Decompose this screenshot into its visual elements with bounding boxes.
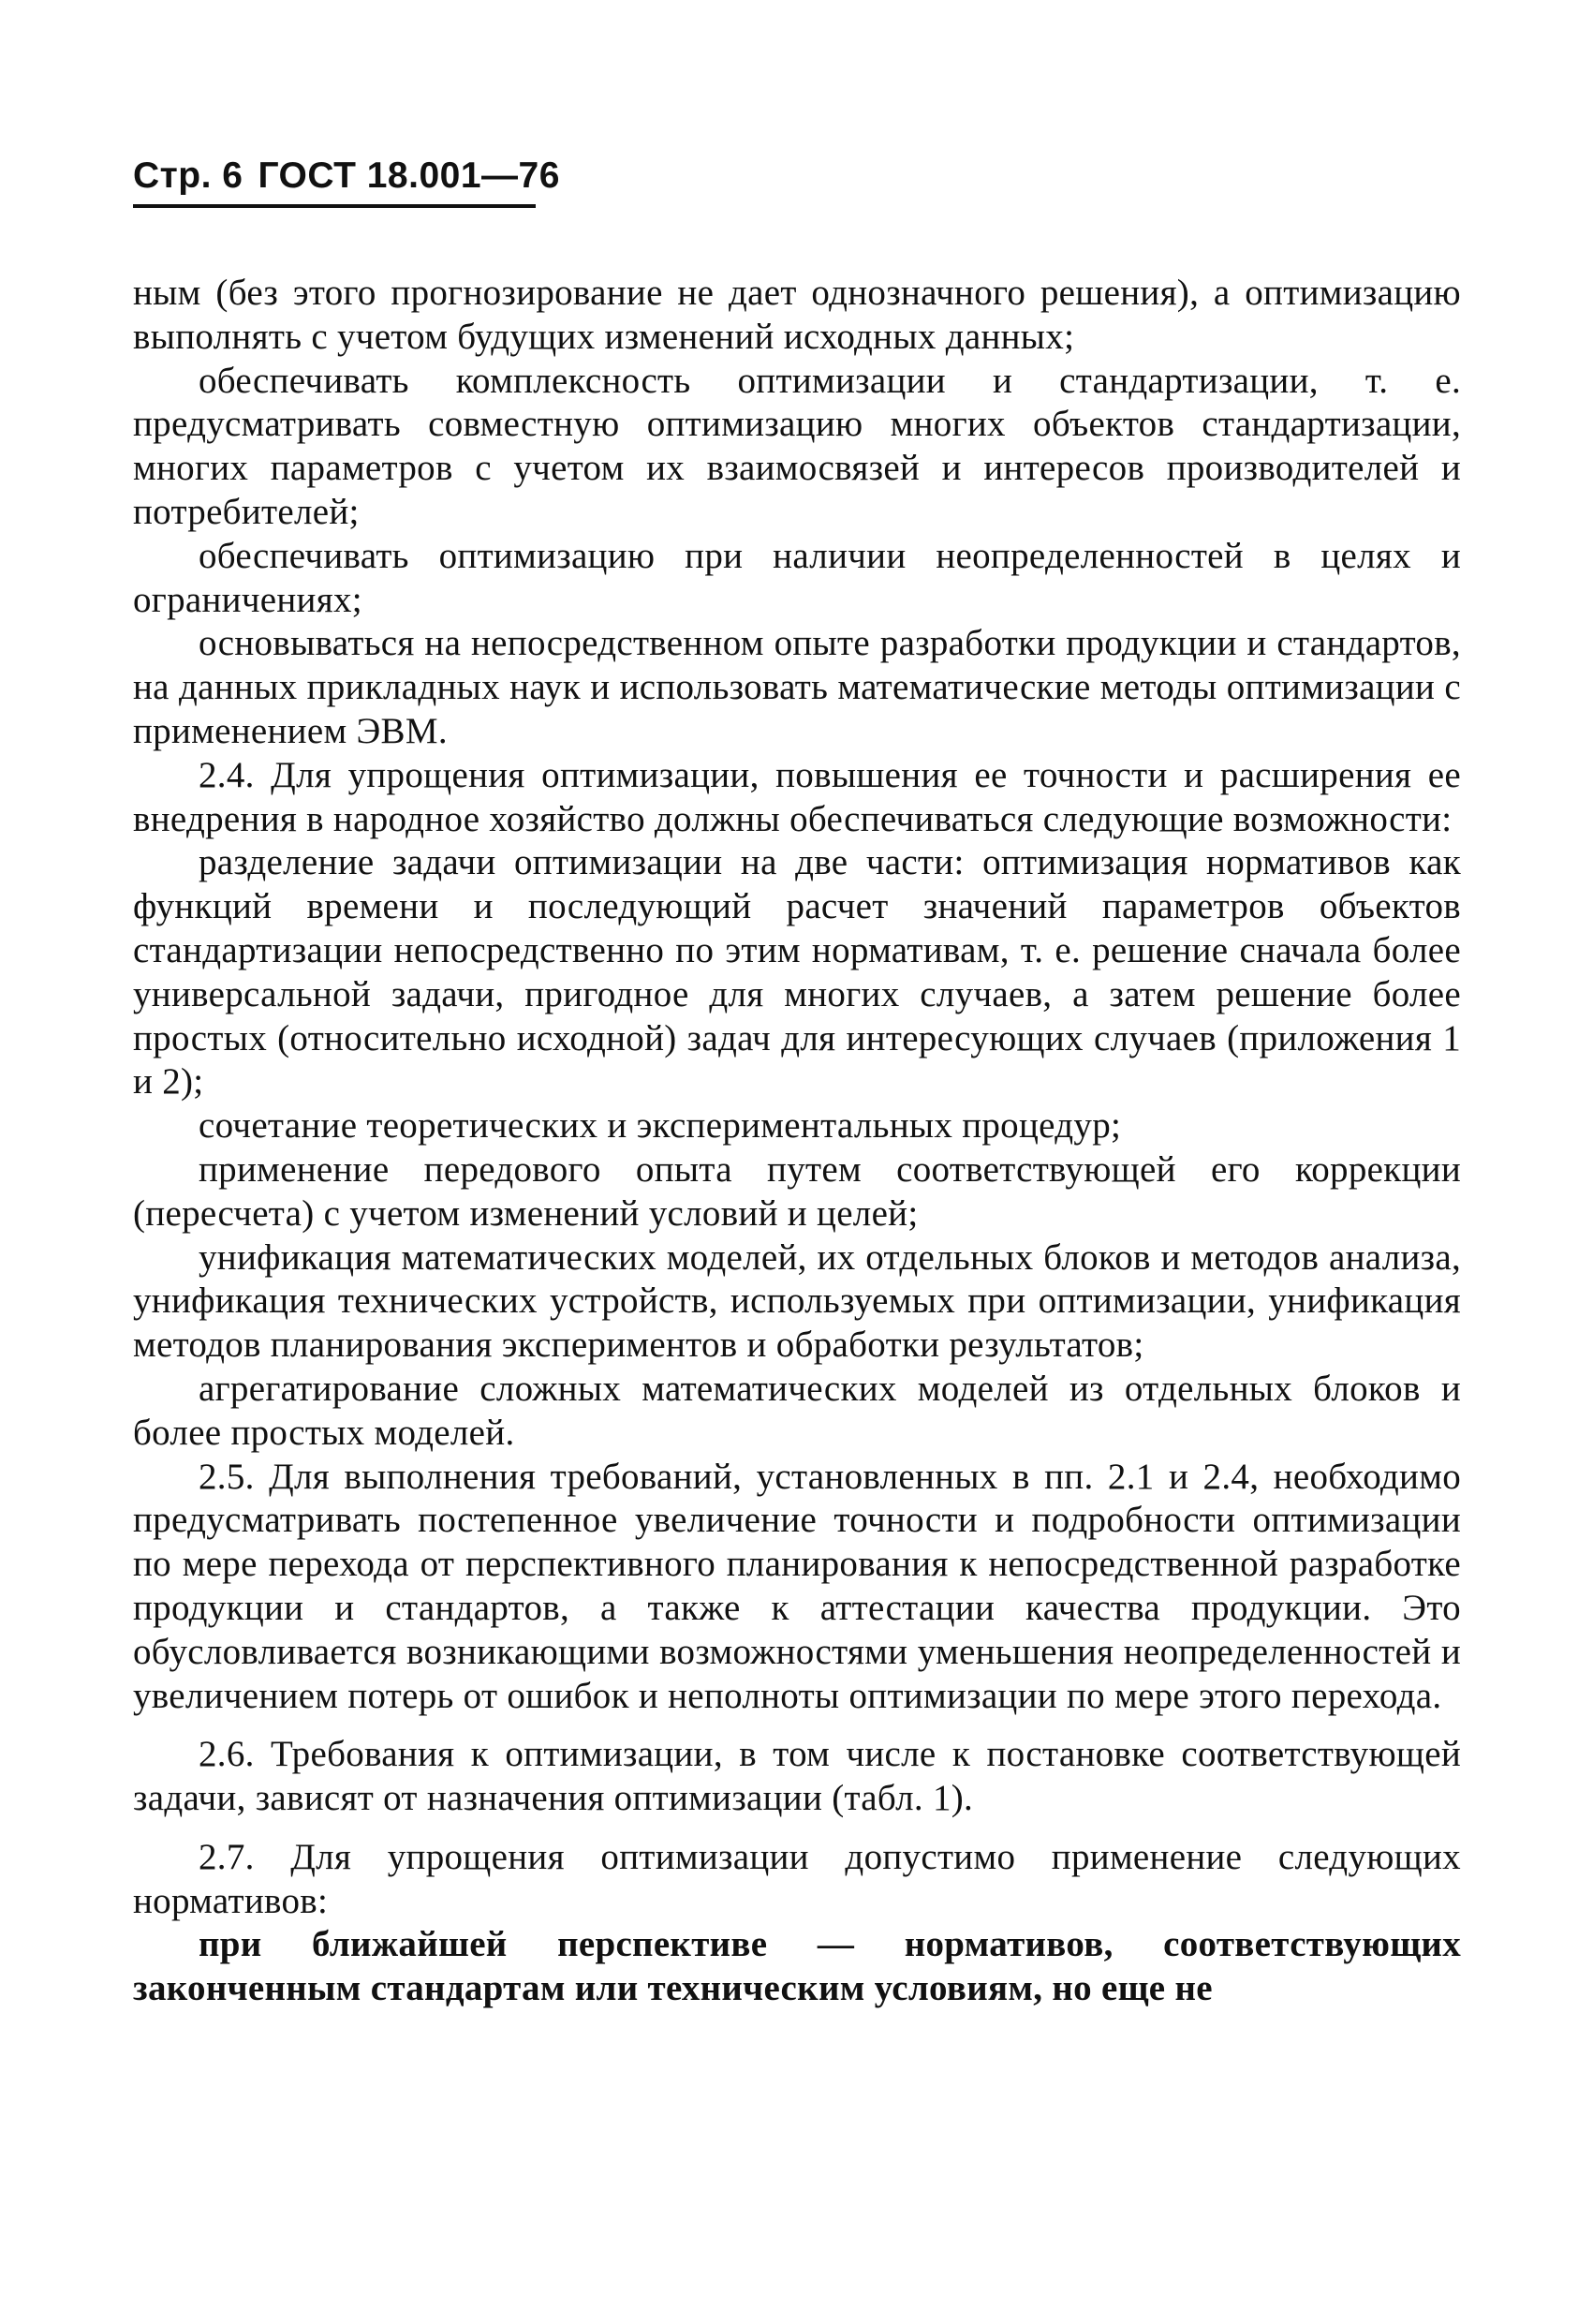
paragraph: обеспечивать комплексность оптимизации и стандартизации, т. е. предусматривать совместную оптимизацию многих объектов стандартизации, многих параметров с учетом их взаимосвязей и интересов производителей и потребителей; <box>133 360 1461 532</box>
paragraph-2-6: 2.6. Требования к оптимизации, в том числе к постановке соответствующей задачи, зависят от назначения оптимизации (табл. 1). <box>133 1734 1461 1819</box>
paragraph-2-4: 2.4. Для упрощения оптимизации, повышения ее точности и расширения ее внедрения в народное хозяйство должны обеспечиваться следующие возможности: <box>133 754 1461 839</box>
paragraph: основываться на непосредственном опыте разработки продукции и стандартов, на данных прикладных наук и использовать математические методы оптимизации с применением ЭВМ. <box>133 623 1461 751</box>
document-id: ГОСТ 18.001—76 <box>258 155 560 196</box>
page-header <box>133 155 560 208</box>
paragraph: ным (без этого прогнозирование не дает однозначного решения), а оптимизацию выполнять с учетом будущих изменений исходных данных; <box>133 273 1461 357</box>
paragraph: обеспечивать оптимизацию при наличии неопределенностей в целях и ограничениях; <box>133 535 1461 620</box>
paragraph: при ближайшей перспективе — нормативов, соответствующих законченным стандартам или техническим условиям, но еще не <box>133 1924 1461 2009</box>
document-body <box>133 272 1461 2011</box>
paragraph-2-7: 2.7. Для упрощения оптимизации допустимо применение следующих нормативов: <box>133 1836 1461 1921</box>
page-number: Стр. 6 <box>133 155 243 196</box>
paragraph-2-5: 2.5. Для выполнения требований, установленных в пп. 2.1 и 2.4, необходимо предусматривать постепенное увеличение точности и подробности оптимизации по мере перехода от перспективного планирования к непосредственной разработке продукции и стандартов, а также к аттестации качества продукции. Это обусловливается возникающими возможностями уменьшения неопределенностей и увеличением потерь от ошибок и неполноты оптимизации по мере этого перехода. <box>133 1456 1461 1716</box>
paragraph: применение передового опыта путем соответствующей его коррекции (пересчета) с учетом изменений условий и целей; <box>133 1148 1461 1234</box>
paragraph: сочетание теоретических и экспериментальных процедур; <box>199 1105 1122 1147</box>
paragraph: разделение задачи оптимизации на две части: оптимизация нормативов как функций времени и последующий расчет значений параметров объектов стандартизации непосредственно по этим нормативам, т. е. решение сначала более универсальной задачи, пригодное для многих случаев, а затем решение более простых (относительно исходной) задач для интересующих случаев (приложения 1 и 2); <box>133 842 1461 1103</box>
paragraph: унификация математических моделей, их отдельных блоков и методов анализа, унификация технических устройств, используемых при оптимизации, унификация методов планирования экспериментов и обработки результатов; <box>133 1236 1461 1366</box>
paragraph: агрегатирование сложных математических моделей из отдельных блоков и более простых моделей. <box>133 1368 1461 1453</box>
